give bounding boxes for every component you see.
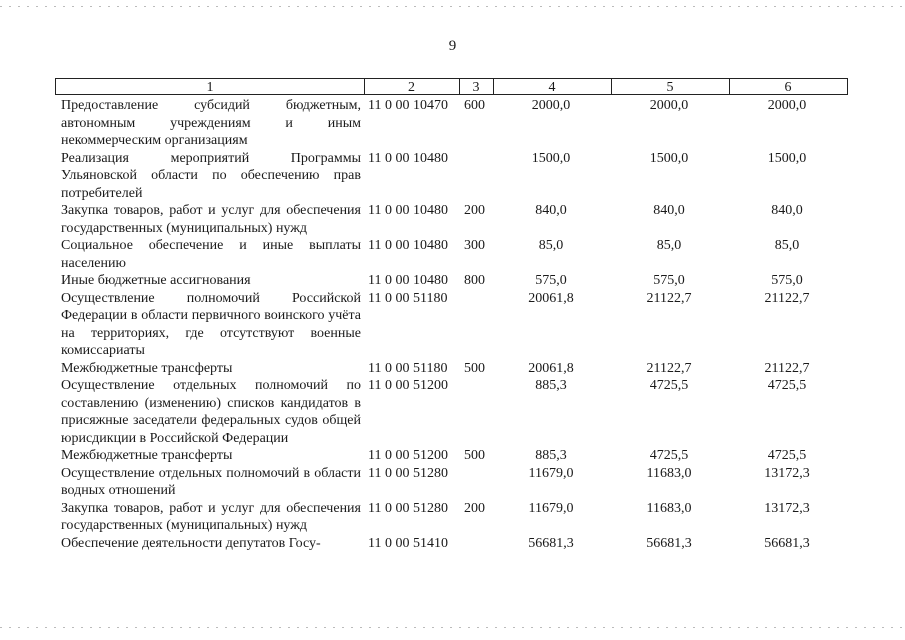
row-code: 11 0 00 51180 [368, 290, 448, 306]
row-value-col5: 840,0 [653, 203, 685, 218]
row-code: 11 0 00 10480 [368, 238, 448, 253]
row-code: 11 0 00 10480 [368, 273, 448, 288]
row-value-col6: 13172,3 [764, 465, 810, 481]
scan-artifact-top [0, 6, 905, 7]
column-header-5: 5 [611, 79, 730, 94]
column-header-6: 6 [784, 80, 792, 95]
row-value-col4: 885,3 [535, 378, 567, 393]
row-expense-type: 500 [464, 360, 485, 376]
row-code: 11 0 00 51410 [368, 535, 448, 551]
row-value-col5: 575,0 [653, 273, 685, 288]
row-expense-type: 500 [464, 448, 485, 463]
table-row [55, 535, 848, 553]
page-number: 9 [448, 38, 457, 54]
row-name: Закупка товаров, работ и услуг для обеспечения государственных (муниципальных) нужд [61, 500, 361, 533]
row-value-col4: 1500,0 [531, 150, 571, 166]
row-name: Обеспечение деятельности депутатов Госу- [61, 535, 321, 551]
row-value-col4: 20061,8 [528, 360, 574, 376]
row-value-col5: 11683,0 [646, 465, 692, 481]
row-value-col5: 11683,0 [646, 500, 692, 516]
row-value-col5: 4725,5 [649, 448, 689, 463]
column-header-1: 1 [56, 79, 365, 94]
row-code: 11 0 00 51280 [368, 465, 448, 481]
row-value-col5: 85,0 [656, 238, 682, 253]
row-code: 11 0 00 10480 [368, 203, 448, 218]
row-value-col4: 575,0 [535, 273, 567, 288]
row-value-col6: 56681,3 [764, 535, 810, 551]
row-name: Межбюджетные трансферты [61, 360, 233, 376]
row-value-col4: 2000,0 [531, 98, 571, 113]
row-name: Иные бюджетные ассигнования [61, 273, 251, 288]
row-name: Реализация мероприятий Программы Ульяновской области по обеспечению прав потребителей [61, 150, 361, 201]
budget-table-body [55, 97, 848, 552]
table-row [55, 237, 848, 272]
table-row [55, 465, 848, 500]
row-code: 11 0 00 51280 [368, 500, 448, 516]
row-expense-type: 200 [464, 203, 485, 218]
row-value-col5: 4725,5 [649, 378, 689, 393]
column-header-4: 4 [493, 79, 612, 94]
table-row [55, 202, 848, 237]
table-row [55, 272, 848, 290]
row-value-col4: 840,0 [535, 203, 567, 218]
column-header-2: 2 [364, 79, 460, 94]
row-value-col6: 21122,7 [764, 360, 810, 376]
row-value-col6: 840,0 [771, 203, 803, 218]
column-header-3: 3 [459, 79, 494, 94]
row-code: 11 0 00 51200 [368, 378, 448, 393]
row-value-col4: 56681,3 [528, 535, 574, 551]
row-value-col6: 2000,0 [767, 98, 807, 113]
row-value-col6: 1500,0 [767, 150, 807, 166]
row-value-col5: 21122,7 [646, 360, 692, 376]
table-row [55, 360, 848, 378]
row-value-col5: 56681,3 [646, 535, 692, 551]
row-name: Межбюджетные трансферты [61, 448, 233, 463]
table-row [55, 97, 848, 150]
table-row [55, 290, 848, 360]
table-row [55, 377, 848, 447]
row-value-col4: 11679,0 [528, 465, 574, 481]
table-row [55, 447, 848, 465]
row-expense-type: 200 [464, 500, 485, 516]
row-value-col6: 13172,3 [764, 500, 810, 516]
row-value-col6: 85,0 [774, 238, 800, 253]
row-value-col6: 575,0 [771, 273, 803, 288]
row-value-col5: 2000,0 [649, 98, 689, 113]
row-code: 11 0 00 10470 [368, 98, 448, 113]
row-name: Предоставление субсидий бюджетным, автономным учреждениям и иным некоммерческим организациям [61, 98, 361, 148]
row-value-col4: 20061,8 [528, 290, 574, 306]
row-value-col6: 21122,7 [764, 290, 810, 306]
row-expense-type: 300 [464, 238, 485, 253]
table-row [55, 500, 848, 535]
table-header [55, 78, 848, 95]
row-name: Осуществление полномочий Российской Федерации в области первичного воинского учёта на территориях, где отсутствуют военные комиссариаты [61, 290, 361, 358]
row-value-col6: 4725,5 [767, 448, 807, 463]
row-value-col4: 885,3 [535, 448, 567, 463]
row-expense-type: 600 [464, 98, 485, 113]
row-code: 11 0 00 51180 [368, 360, 448, 376]
row-name: Осуществление отдельных полномочий в области водных отношений [61, 465, 361, 498]
row-expense-type: 800 [464, 273, 485, 288]
row-value-col5: 21122,7 [646, 290, 692, 306]
row-code: 11 0 00 10480 [368, 150, 448, 166]
row-value-col6: 4725,5 [767, 378, 807, 393]
table-row [55, 150, 848, 203]
row-value-col4: 85,0 [538, 238, 564, 253]
row-value-col4: 11679,0 [528, 500, 574, 516]
row-name: Осуществление отдельных полномочий по составлению (изменению) списков кандидатов в присяжные заседатели федеральных судов общей юрисдикции в Российской Федерации [61, 378, 361, 446]
row-name: Закупка товаров, работ и услуг для обеспечения государственных (муниципальных) нужд [61, 203, 361, 236]
scan-artifact-bottom [0, 627, 905, 628]
row-code: 11 0 00 51200 [368, 448, 448, 463]
row-value-col5: 1500,0 [649, 150, 689, 166]
row-name: Социальное обеспечение и иные выплаты населению [61, 238, 361, 271]
